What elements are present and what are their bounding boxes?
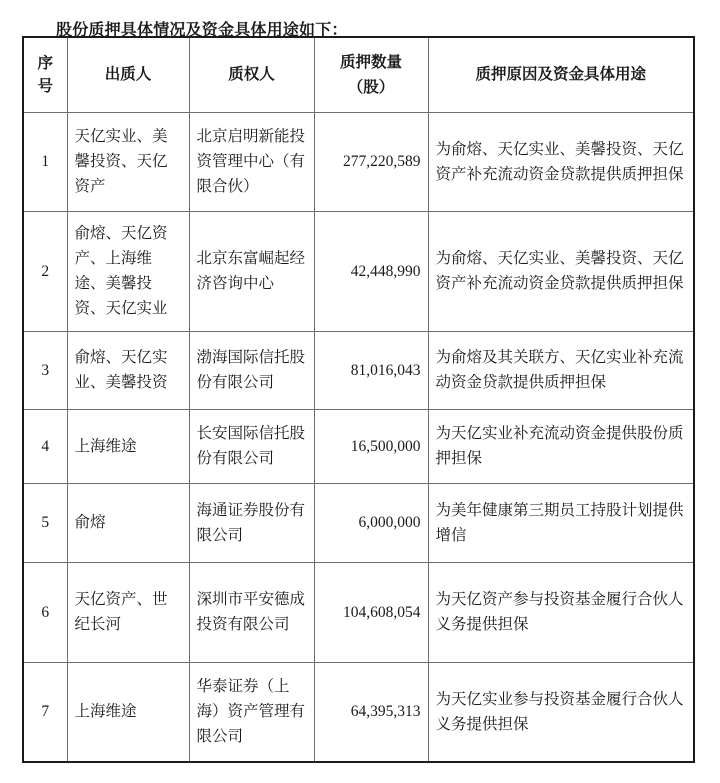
table-row — [23, 409, 694, 483]
cell-amount: 104,608,054 — [314, 562, 428, 662]
cell-pledgee: 海通证券股份有限公司 — [189, 483, 314, 562]
column-header-index — [23, 37, 67, 112]
pledge-table — [22, 36, 695, 763]
cell-amount: 42,448,990 — [314, 211, 428, 331]
cell-index: 2 — [23, 211, 67, 331]
cell-index: 4 — [23, 409, 67, 483]
cell-pledgee: 北京东富崛起经济咨询中心 — [189, 211, 314, 331]
cell-pledgor: 天亿实业、美馨投资、天亿资产 — [67, 112, 189, 211]
table-body — [23, 112, 694, 762]
cell-amount: 64,395,313 — [314, 662, 428, 762]
header-row — [23, 37, 694, 112]
cell-pledgor: 俞熔、天亿实业、美馨投资 — [67, 331, 189, 409]
cell-index: 7 — [23, 662, 67, 762]
table-row — [23, 331, 694, 409]
cell-amount: 16,500,000 — [314, 409, 428, 483]
cell-reason: 为俞熔及其关联方、天亿实业补充流动资金贷款提供质押担保 — [428, 331, 694, 409]
column-header-index-line1: 序 — [37, 54, 53, 72]
table-row — [23, 483, 694, 562]
cell-index: 6 — [23, 562, 67, 662]
cell-pledgor: 上海维途 — [67, 662, 189, 762]
column-header-index-line2: 号 — [37, 77, 53, 95]
table-header — [23, 37, 694, 112]
cell-reason: 为美年健康第三期员工持股计划提供增信 — [428, 483, 694, 562]
column-header-amount-line2: （股） — [347, 78, 395, 96]
cell-reason: 为天亿实业补充流动资金提供股份质押担保 — [428, 409, 694, 483]
cell-pledgee: 华泰证券（上海）资产管理有限公司 — [189, 662, 314, 762]
cell-amount: 277,220,589 — [314, 112, 428, 211]
cell-amount: 6,000,000 — [314, 483, 428, 562]
cell-pledgor: 俞熔 — [67, 483, 189, 562]
column-header-pledgor: 出质人 — [67, 37, 189, 112]
cell-reason: 为天亿实业参与投资基金履行合伙人义务提供担保 — [428, 662, 694, 762]
column-header-amount-line1: 质押数量 — [339, 53, 402, 71]
cell-reason: 为俞熔、天亿实业、美馨投资、天亿资产补充流动资金贷款提供质押担保 — [428, 211, 694, 331]
cell-pledgee: 长安国际信托股份有限公司 — [189, 409, 314, 483]
cell-index: 3 — [23, 331, 67, 409]
column-header-reason: 质押原因及资金具体用途 — [428, 37, 694, 112]
cell-pledgor: 天亿资产、世纪长河 — [67, 562, 189, 662]
cell-reason: 为天亿资产参与投资基金履行合伙人义务提供担保 — [428, 562, 694, 662]
cell-pledgee: 北京启明新能投资管理中心（有限合伙） — [189, 112, 314, 211]
table-row — [23, 211, 694, 331]
cell-reason: 为俞熔、天亿实业、美馨投资、天亿资产补充流动资金贷款提供质押担保 — [428, 112, 694, 211]
cell-index: 1 — [23, 112, 67, 211]
cell-pledgee: 深圳市平安德成投资有限公司 — [189, 562, 314, 662]
column-header-pledgee: 质权人 — [189, 37, 314, 112]
intro-paragraph: 股份质押具体情况及资金具体用途如下： — [56, 22, 348, 39]
pledge-table-container — [22, 36, 693, 763]
cell-index: 5 — [23, 483, 67, 562]
cell-pledgor: 俞熔、天亿资产、上海维途、美馨投资、天亿实业 — [67, 211, 189, 331]
column-header-amount — [314, 37, 428, 112]
cell-pledgee: 渤海国际信托股份有限公司 — [189, 331, 314, 409]
cell-pledgor: 上海维途 — [67, 409, 189, 483]
table-row — [23, 662, 694, 762]
cell-amount: 81,016,043 — [314, 331, 428, 409]
table-row — [23, 112, 694, 211]
table-row — [23, 562, 694, 662]
